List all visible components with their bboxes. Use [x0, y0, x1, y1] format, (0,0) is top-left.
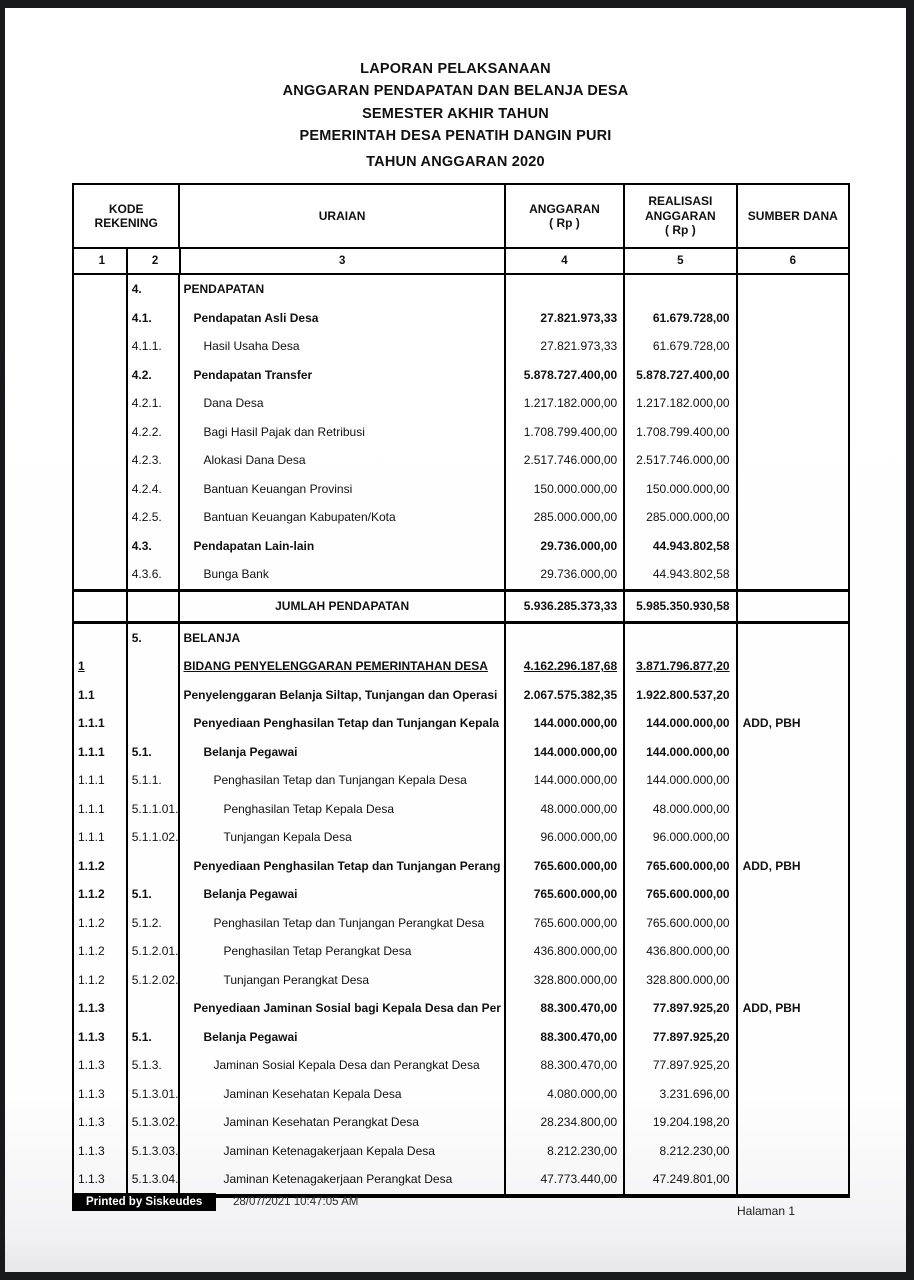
cell-kode-bidang: 1.1.2 [74, 852, 128, 881]
report-title-line: SEMESTER AKHIR TAHUN [362, 105, 549, 122]
cell-kode-rekening: 4.2.5. [128, 503, 181, 532]
cell-uraian: Penyediaan Penghasilan Tetap dan Tunjangan Perang [180, 852, 505, 881]
cell-kode-bidang: 1.1.2 [74, 909, 128, 938]
cell-kode-bidang: 1.1.3 [74, 1051, 128, 1080]
cell-uraian: Tunjangan Kepala Desa [180, 823, 505, 852]
report-title-line: PEMERINTAH DESA PENATIH DANGIN PURI [299, 128, 612, 145]
table-row [74, 795, 848, 824]
table-row [74, 503, 848, 532]
cell-anggaran: 47.773.440,00 [506, 1165, 625, 1194]
cell-kode-rekening: 5.1.2.02. [128, 966, 181, 995]
column-number: 3 [181, 249, 506, 273]
cell-uraian: Penghasilan Tetap dan Tunjangan Perangkat Desa [180, 909, 505, 938]
cell-sumber-dana [738, 624, 848, 653]
cell-kode-rekening: 4.1.1. [128, 332, 181, 361]
cell-realisasi: 150.000.000,00 [625, 475, 737, 504]
cell-kode-rekening [128, 592, 181, 621]
table-row [74, 880, 848, 909]
header-anggaran-rp: ( Rp ) [549, 216, 580, 230]
cell-realisasi: 1.708.799.400,00 [625, 418, 737, 447]
cell-anggaran: 88.300.470,00 [506, 1023, 625, 1052]
cell-sumber-dana: ADD, PBH [742, 716, 801, 731]
cell-kode-rekening [128, 681, 181, 710]
table-row [74, 1108, 848, 1137]
cell-kode-rekening [128, 994, 181, 1023]
cell-realisasi: 765.600.000,00 [625, 909, 737, 938]
header-realisasi-rp: ( Rp ) [665, 223, 696, 238]
table-row [74, 652, 848, 681]
cell-sumber-dana [738, 652, 848, 681]
cell-uraian: Dana Desa [180, 389, 505, 418]
cell-realisasi: 96.000.000,00 [625, 823, 737, 852]
cell-anggaran: 96.000.000,00 [506, 823, 625, 852]
cell-sumber-dana [738, 823, 848, 852]
cell-realisasi: 765.600.000,00 [625, 852, 737, 881]
table-row [74, 1080, 848, 1109]
table-row [74, 532, 848, 561]
cell-kode-rekening: 5.1.3.01. [128, 1080, 181, 1109]
cell-sumber-dana [738, 332, 848, 361]
cell-anggaran: 1.708.799.400,00 [506, 418, 625, 447]
document-page [5, 8, 906, 1272]
cell-anggaran: 285.000.000,00 [506, 503, 625, 532]
cell-realisasi: 3.231.696,00 [625, 1080, 737, 1109]
cell-kode-rekening: 4.2.1. [128, 389, 181, 418]
cell-realisasi: 44.943.802,58 [625, 560, 737, 589]
cell-kode-bidang: 1 [74, 652, 128, 681]
cell-kode-bidang [74, 446, 128, 475]
table-row [74, 823, 848, 852]
column-number: 5 [625, 249, 737, 273]
column-number-row [74, 249, 848, 275]
cell-kode-rekening: 5.1.1. [128, 766, 181, 795]
cell-realisasi: 285.000.000,00 [625, 503, 737, 532]
cell-sumber-dana [738, 389, 848, 418]
cell-uraian: Penyediaan Jaminan Sosial bagi Kepala Desa dan Per [180, 994, 505, 1023]
cell-sumber-dana [738, 1137, 848, 1166]
cell-anggaran: 4.162.296.187,68 [506, 652, 625, 681]
table-row [74, 275, 848, 304]
cell-realisasi: 436.800.000,00 [625, 937, 737, 966]
cell-kode-bidang [74, 304, 128, 333]
page-number: Halaman 1 [737, 1204, 796, 1218]
cell-kode-bidang [74, 503, 128, 532]
cell-uraian: Belanja Pegawai [180, 880, 505, 909]
cell-kode-bidang: 1.1.3 [74, 1108, 128, 1137]
cell-uraian: Penghasilan Tetap Perangkat Desa [180, 937, 505, 966]
cell-kode-bidang: 1.1.3 [74, 1165, 128, 1194]
cell-kode-bidang: 1.1.2 [74, 966, 128, 995]
cell-sumber-dana [738, 304, 848, 333]
cell-realisasi [625, 275, 737, 304]
cell-uraian: Jaminan Sosial Kepala Desa dan Perangkat Desa [180, 1051, 505, 1080]
cell-realisasi: 2.517.746.000,00 [625, 446, 737, 475]
cell-anggaran [506, 275, 625, 304]
cell-realisasi: 44.943.802,58 [625, 532, 737, 561]
header-uraian [180, 185, 505, 247]
header-kode-rekening-label: KODE REKENING [94, 201, 158, 230]
cell-kode-bidang [74, 560, 128, 589]
table-row [74, 937, 848, 966]
cell-sumber-dana [738, 880, 848, 909]
cell-realisasi: 61.679.728,00 [625, 304, 737, 333]
cell-anggaran: 28.234.800,00 [506, 1108, 625, 1137]
cell-anggaran: 144.000.000,00 [506, 738, 625, 767]
cell-realisasi: 47.249.801,00 [625, 1165, 737, 1194]
column-number: 2 [128, 249, 181, 273]
cell-realisasi: 5.985.350.930,58 [625, 592, 737, 621]
cell-kode-bidang: 1.1.2 [74, 937, 128, 966]
cell-kode-rekening: 5.1.3.02. [128, 1108, 181, 1137]
cell-sumber-dana [738, 361, 848, 390]
cell-anggaran: 436.800.000,00 [506, 937, 625, 966]
cell-realisasi: 328.800.000,00 [625, 966, 737, 995]
table-row [74, 1023, 848, 1052]
cell-anggaran: 1.217.182.000,00 [506, 389, 625, 418]
cell-anggaran: 144.000.000,00 [506, 709, 625, 738]
column-number: 6 [789, 255, 796, 267]
cell-kode-rekening [128, 652, 181, 681]
cell-uraian: Jaminan Ketenagakerjaan Perangkat Desa [180, 1165, 505, 1194]
cell-sumber-dana [738, 1080, 848, 1109]
cell-sumber-dana [738, 446, 848, 475]
table-row [74, 852, 848, 881]
cell-anggaran: 328.800.000,00 [506, 966, 625, 995]
cell-kode-rekening: 4. [128, 275, 181, 304]
cell-kode-rekening: 5.1.3.04. [128, 1165, 181, 1194]
cell-kode-rekening: 4.2. [128, 361, 181, 390]
cell-kode-bidang: 1.1.2 [74, 880, 128, 909]
cell-realisasi: 77.897.925,20 [625, 994, 737, 1023]
cell-anggaran: 765.600.000,00 [506, 880, 625, 909]
cell-anggaran [506, 624, 625, 653]
table-row [74, 909, 848, 938]
cell-uraian: BIDANG PENYELENGGARAN PEMERINTAHAN DESA [180, 652, 505, 681]
cell-sumber-dana [738, 738, 848, 767]
cell-anggaran: 144.000.000,00 [506, 766, 625, 795]
cell-anggaran: 5.936.285.373,33 [506, 592, 625, 621]
cell-kode-rekening: 5.1.1.02. [128, 823, 181, 852]
cell-sumber-dana [738, 1051, 848, 1080]
cell-anggaran: 8.212.230,00 [506, 1137, 625, 1166]
budget-table [72, 183, 850, 1198]
cell-realisasi: 77.897.925,20 [625, 1051, 737, 1080]
cell-sumber-dana [738, 592, 848, 621]
cell-sumber-dana [738, 532, 848, 561]
cell-kode-bidang [74, 624, 128, 653]
report-title-line: ANGGARAN PENDAPATAN DAN BELANJA DESA [282, 83, 629, 100]
cell-kode-rekening: 5.1.2.01. [128, 937, 181, 966]
table-body [74, 275, 848, 1194]
cell-kode-bidang: 1.1.1 [74, 738, 128, 767]
table-row [74, 1137, 848, 1166]
cell-anggaran: 5.878.727.400,00 [506, 361, 625, 390]
report-title-line: TAHUN ANGGARAN 2020 [366, 153, 545, 170]
cell-uraian: Penyediaan Penghasilan Tetap dan Tunjangan Kepala [180, 709, 505, 738]
table-row [74, 709, 848, 738]
header-realisasi [625, 185, 737, 247]
cell-uraian: Jaminan Ketenagakerjaan Kepala Desa [180, 1137, 505, 1166]
cell-kode-bidang: 1.1.3 [74, 1137, 128, 1166]
header-kode-rekening [74, 185, 180, 247]
cell-realisasi: 144.000.000,00 [625, 738, 737, 767]
cell-uraian: Bantuan Keuangan Provinsi [180, 475, 505, 504]
cell-realisasi: 77.897.925,20 [625, 1023, 737, 1052]
cell-kode-bidang [74, 592, 128, 621]
cell-kode-rekening: 5.1.3. [128, 1051, 181, 1080]
cell-sumber-dana [738, 966, 848, 995]
cell-anggaran: 27.821.973,33 [506, 304, 625, 333]
cell-uraian: Pendapatan Asli Desa [180, 304, 505, 333]
cell-sumber-dana [738, 1023, 848, 1052]
cell-realisasi: 765.600.000,00 [625, 880, 737, 909]
cell-uraian: Belanja Pegawai [180, 1023, 505, 1052]
cell-kode-bidang [74, 532, 128, 561]
table-row [74, 1051, 848, 1080]
cell-kode-bidang: 1.1.3 [74, 1080, 128, 1109]
cell-uraian: Hasil Usaha Desa [180, 332, 505, 361]
cell-sumber-dana [738, 475, 848, 504]
cell-anggaran: 2.067.575.382,35 [506, 681, 625, 710]
table-row [74, 766, 848, 795]
cell-kode-rekening: 5.1.3.03. [128, 1137, 181, 1166]
cell-kode-rekening: 4.2.4. [128, 475, 181, 504]
cell-uraian: Penghasilan Tetap dan Tunjangan Kepala Desa [180, 766, 505, 795]
table-row [74, 966, 848, 995]
cell-kode-rekening: 4.3.6. [128, 560, 181, 589]
cell-sumber-dana [738, 418, 848, 447]
cell-kode-bidang: 1.1 [74, 681, 128, 710]
cell-kode-rekening: 5.1. [128, 1023, 181, 1052]
table-row [74, 304, 848, 333]
cell-sumber-dana: ADD, PBH [742, 1001, 801, 1016]
cell-kode-bidang [74, 475, 128, 504]
cell-anggaran: 48.000.000,00 [506, 795, 625, 824]
cell-kode-rekening: 5. [128, 624, 181, 653]
cell-anggaran: 765.600.000,00 [506, 852, 625, 881]
cell-anggaran: 150.000.000,00 [506, 475, 625, 504]
cell-kode-bidang [74, 418, 128, 447]
header-sumber-dana [738, 185, 848, 247]
cell-anggaran: 29.736.000,00 [506, 532, 625, 561]
table-row [74, 1165, 848, 1194]
cell-sumber-dana [738, 795, 848, 824]
cell-uraian: Pendapatan Transfer [180, 361, 505, 390]
cell-sumber-dana [738, 937, 848, 966]
column-number: 1 [74, 249, 128, 273]
cell-uraian: Tunjangan Perangkat Desa [180, 966, 505, 995]
cell-uraian: Bantuan Keuangan Kabupaten/Kota [180, 503, 505, 532]
cell-uraian: Penghasilan Tetap Kepala Desa [180, 795, 505, 824]
total-row [74, 589, 848, 624]
cell-realisasi: 3.871.796.877,20 [625, 652, 737, 681]
cell-uraian: Bagi Hasil Pajak dan Retribusi [180, 418, 505, 447]
cell-realisasi: 1.922.800.537,20 [625, 681, 737, 710]
cell-uraian: Belanja Pegawai [180, 738, 505, 767]
cell-sumber-dana [738, 909, 848, 938]
cell-realisasi: 61.679.728,00 [625, 332, 737, 361]
header-anggaran-label: ANGGARAN [529, 201, 600, 216]
cell-uraian: Jaminan Kesehatan Kepala Desa [180, 1080, 505, 1109]
cell-realisasi: 8.212.230,00 [625, 1137, 737, 1166]
cell-realisasi [625, 624, 737, 653]
print-datetime: 28/07/2021 10:47:05 AM [233, 1196, 359, 1208]
report-title-line: LAPORAN PELAKSANAAN [360, 61, 551, 77]
cell-anggaran: 27.821.973,33 [506, 332, 625, 361]
cell-kode-rekening: 5.1. [128, 738, 181, 767]
cell-sumber-dana [738, 766, 848, 795]
cell-uraian: Bunga Bank [180, 560, 505, 589]
cell-anggaran: 2.517.746.000,00 [506, 446, 625, 475]
cell-kode-rekening: 4.2.3. [128, 446, 181, 475]
table-row [74, 681, 848, 710]
table-header-row [74, 185, 848, 249]
cell-sumber-dana [738, 503, 848, 532]
cell-uraian: Jaminan Kesehatan Perangkat Desa [180, 1108, 505, 1137]
cell-realisasi: 48.000.000,00 [625, 795, 737, 824]
cell-kode-bidang: 1.1.1 [74, 795, 128, 824]
cell-kode-rekening: 4.3. [128, 532, 181, 561]
cell-kode-rekening: 5.1.2. [128, 909, 181, 938]
table-row [74, 738, 848, 767]
cell-realisasi: 5.878.727.400,00 [625, 361, 737, 390]
cell-kode-bidang: 1.1.3 [74, 1023, 128, 1052]
cell-kode-rekening [128, 852, 181, 881]
cell-kode-rekening: 4.1. [128, 304, 181, 333]
cell-sumber-dana [738, 1165, 848, 1194]
cell-anggaran: 765.600.000,00 [506, 909, 625, 938]
header-anggaran [506, 185, 625, 247]
cell-sumber-dana: ADD, PBH [742, 858, 801, 873]
cell-sumber-dana [738, 681, 848, 710]
table-row [74, 361, 848, 390]
cell-kode-rekening: 4.2.2. [128, 418, 181, 447]
cell-realisasi: 1.217.182.000,00 [625, 389, 737, 418]
cell-uraian: Penyelenggaran Belanja Siltap, Tunjangan dan Operasi [180, 681, 505, 710]
cell-sumber-dana [738, 560, 848, 589]
cell-total-label: JUMLAH PENDAPATAN [180, 592, 505, 621]
cell-kode-rekening [128, 709, 181, 738]
cell-kode-rekening: 5.1.1.01. [128, 795, 181, 824]
table-row [74, 418, 848, 447]
cell-anggaran: 88.300.470,00 [506, 994, 625, 1023]
cell-anggaran: 4.080.000,00 [506, 1080, 625, 1109]
table-row [74, 332, 848, 361]
cell-anggaran: 88.300.470,00 [506, 1051, 625, 1080]
cell-realisasi: 144.000.000,00 [625, 709, 737, 738]
table-row [74, 994, 848, 1023]
header-sumber-dana-label: SUMBER DANA [747, 208, 838, 223]
table-row [74, 475, 848, 504]
cell-kode-bidang: 1.1.1 [74, 766, 128, 795]
cell-anggaran: 29.736.000,00 [506, 560, 625, 589]
printed-by-badge: Printed by Siskeudes [72, 1193, 216, 1211]
report-title-block [5, 58, 906, 173]
cell-sumber-dana [738, 1108, 848, 1137]
table-row [74, 446, 848, 475]
cell-realisasi: 144.000.000,00 [625, 766, 737, 795]
header-realisasi-label: REALISASI ANGGARAN [645, 194, 716, 223]
cell-kode-bidang [74, 332, 128, 361]
cell-uraian: Pendapatan Lain-lain [180, 532, 505, 561]
cell-kode-bidang: 1.1.1 [74, 823, 128, 852]
header-uraian-label: URAIAN [318, 208, 366, 223]
cell-kode-bidang: 1.1.1 [74, 709, 128, 738]
cell-uraian: Alokasi Dana Desa [180, 446, 505, 475]
cell-kode-bidang: 1.1.3 [74, 994, 128, 1023]
cell-kode-bidang [74, 361, 128, 390]
cell-uraian: PENDAPATAN [180, 275, 505, 304]
column-number: 4 [506, 249, 625, 273]
cell-kode-bidang [74, 275, 128, 304]
table-row [74, 560, 848, 589]
cell-uraian: BELANJA [180, 624, 505, 653]
cell-realisasi: 19.204.198,20 [625, 1108, 737, 1137]
cell-kode-rekening: 5.1. [128, 880, 181, 909]
cell-kode-bidang [74, 389, 128, 418]
cell-sumber-dana [738, 275, 848, 304]
table-row [74, 389, 848, 418]
table-row [74, 624, 848, 653]
